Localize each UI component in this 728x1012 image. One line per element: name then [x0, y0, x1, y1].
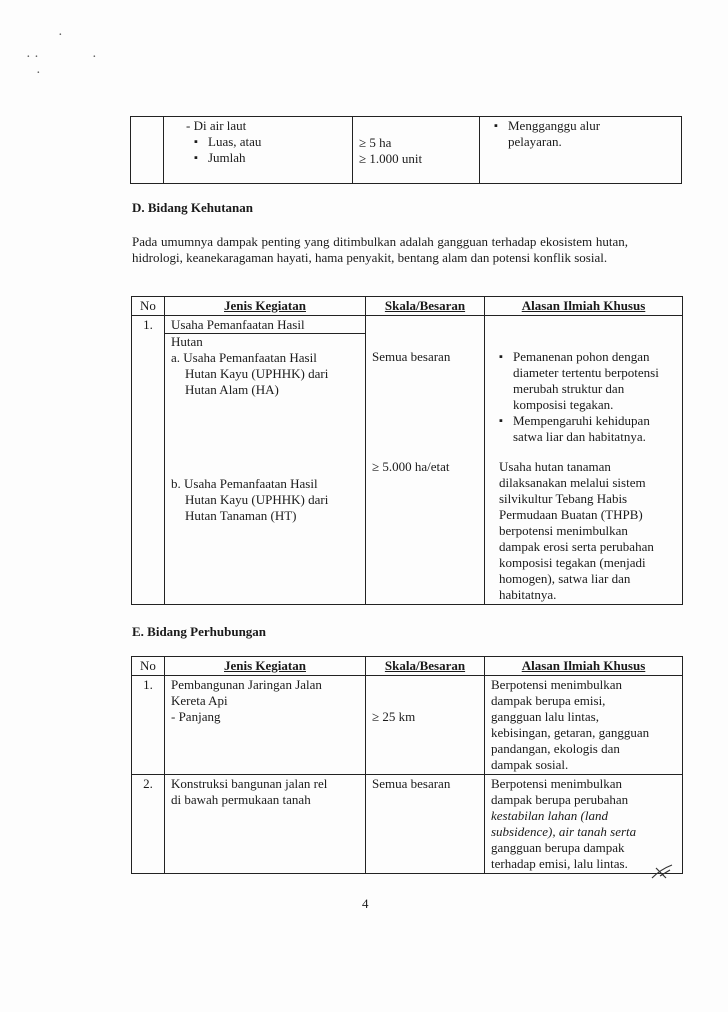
jenis-cell	[165, 676, 366, 775]
header-skala: Skala/Besaran	[366, 297, 485, 316]
alasan-text: silvikultur Tebang Habis	[499, 491, 628, 506]
initial-signature	[650, 862, 676, 882]
jenis-line: Pembangunan Jaringan Jalan	[171, 677, 322, 692]
alasan-text: dampak berupa perubahan	[491, 792, 629, 807]
alasan-text: kestabilan lahan (land	[491, 808, 608, 823]
kehutanan-table	[131, 296, 683, 605]
scan-mark: ·	[58, 28, 63, 43]
header-skala: Skala/Besaran	[366, 657, 485, 676]
scan-mark: ·	[92, 50, 97, 65]
skala-cell	[366, 775, 485, 874]
alasan-text: subsidence), air tanah serta	[491, 824, 637, 839]
kegiatan-line: - Di air laut	[186, 118, 247, 133]
alasan-cell	[485, 316, 683, 605]
alasan-text: komposisi tegakan.	[513, 397, 614, 412]
jenis-line: di bawah permukaan tanah	[171, 792, 311, 807]
alasan-text: Mengganggu alur	[508, 118, 601, 133]
row-no: 1.	[132, 676, 165, 775]
alasan-text: homogen), satwa liar dan	[499, 571, 631, 586]
jenis-line: Kereta Api	[171, 693, 228, 708]
header-no: No	[132, 297, 165, 316]
kegiatan-item: ▪ Luas, atau	[194, 134, 346, 150]
skala-a: Semua besaran	[372, 349, 451, 364]
header-alasan: Alasan Ilmiah Khusus	[485, 297, 683, 316]
header-jenis: Jenis Kegiatan	[165, 297, 366, 316]
skala-value: ≥ 5 ha	[359, 135, 392, 150]
row-no: 2.	[132, 775, 165, 874]
scan-mark: ·	[36, 66, 41, 81]
page-number: 4	[362, 896, 369, 911]
section-e-heading: E. Bidang Perhubungan	[132, 624, 267, 639]
header-alasan: Alasan Ilmiah Khusus	[485, 657, 683, 676]
jenis-cell	[165, 316, 366, 605]
jenis-cell	[165, 775, 366, 874]
alasan-text: dampak berupa emisi,	[491, 693, 606, 708]
alasan-text: Berpotensi menimbulkan	[491, 677, 623, 692]
section-d-heading: D. Bidang Kehutanan	[132, 200, 254, 215]
alasan-text: Usaha hutan tanaman	[499, 459, 611, 474]
alasan-text: dampak erosi serta perubahan	[499, 539, 654, 554]
alasan-text: kebisingan, getaran, gangguan	[491, 725, 650, 740]
top-table	[130, 116, 682, 184]
row-no: 1.	[132, 316, 165, 605]
alasan-text: merubah struktur dan	[513, 381, 625, 396]
skala-b: ≥ 5.000 ha/etat	[372, 459, 450, 474]
alasan-cell	[485, 676, 683, 775]
alasan-text: gangguan berupa dampak	[491, 840, 625, 855]
jenis-title: Usaha Pemanfaatan Hasil	[171, 317, 305, 332]
alasan-text: berpotensi menimbulkan	[499, 523, 628, 538]
alasan-cell	[480, 117, 682, 184]
alasan-text: komposisi tegakan (menjadi	[499, 555, 646, 570]
alasan-text: gangguan lalu lintas,	[491, 709, 599, 724]
alasan-item	[494, 118, 675, 150]
skala-value: ≥ 1.000 unit	[359, 151, 423, 166]
skala-cell	[366, 316, 485, 605]
kegiatan-item: ▪ Jumlah	[194, 150, 346, 166]
skala-value: ≥ 25 km	[372, 709, 416, 724]
alasan-text: dampak sosial.	[491, 757, 569, 772]
alasan-text: diameter tertentu berpotensi	[513, 365, 659, 380]
section-d-paragraph: Pada umumnya dampak penting yang ditimbulkan adalah gangguan terhadap ekosistem hutan, hidrologi, keanekaragaman hayati, hama penyakit, bentang alam dan potensi konflik sosial.	[132, 234, 628, 265]
skala-cell	[366, 676, 485, 775]
alasan-text: satwa liar dan habitatnya.	[513, 429, 646, 444]
scan-mark: · ·	[26, 50, 39, 65]
alasan-a-item	[499, 413, 676, 445]
jenis-line: - Panjang	[171, 709, 221, 724]
skala-value: Semua besaran	[372, 776, 451, 791]
alasan-text: Mempengaruhi kehidupan	[513, 413, 650, 428]
jenis-a-line: Hutan Kayu (UPHHK) dari	[185, 366, 329, 381]
alasan-text: terhadap emisi, lalu lintas.	[491, 856, 628, 871]
skala-cell	[353, 117, 480, 184]
header-no: No	[132, 657, 165, 676]
alasan-text: dilaksanakan melalui sistem	[499, 475, 646, 490]
alasan-text: habitatnya.	[499, 587, 557, 602]
kegiatan-cell	[164, 117, 353, 184]
alasan-text: Permudaan Buatan (THPB)	[499, 507, 643, 522]
jenis-a-title: a. Usaha Pemanfaatan Hasil	[171, 350, 317, 365]
jenis-b-title: b. Usaha Pemanfaatan Hasil	[171, 476, 318, 491]
perhubungan-table	[131, 656, 683, 874]
header-jenis: Jenis Kegiatan	[165, 657, 366, 676]
alasan-a-item	[499, 349, 676, 413]
alasan-text: pelayaran.	[508, 134, 562, 149]
alasan-b-text	[499, 459, 676, 603]
alasan-text: pandangan, ekologis dan	[491, 741, 620, 756]
jenis-a-line: Hutan Alam (HA)	[185, 382, 279, 397]
alasan-cell	[485, 775, 683, 874]
alasan-text: Pemanenan pohon dengan	[513, 349, 650, 364]
jenis-b-line: Hutan Kayu (UPHHK) dari	[185, 492, 329, 507]
jenis-title: Hutan	[171, 334, 203, 349]
jenis-line: Konstruksi bangunan jalan rel	[171, 776, 328, 791]
jenis-b-line: Hutan Tanaman (HT)	[185, 508, 297, 523]
alasan-text: Berpotensi menimbulkan	[491, 776, 623, 791]
